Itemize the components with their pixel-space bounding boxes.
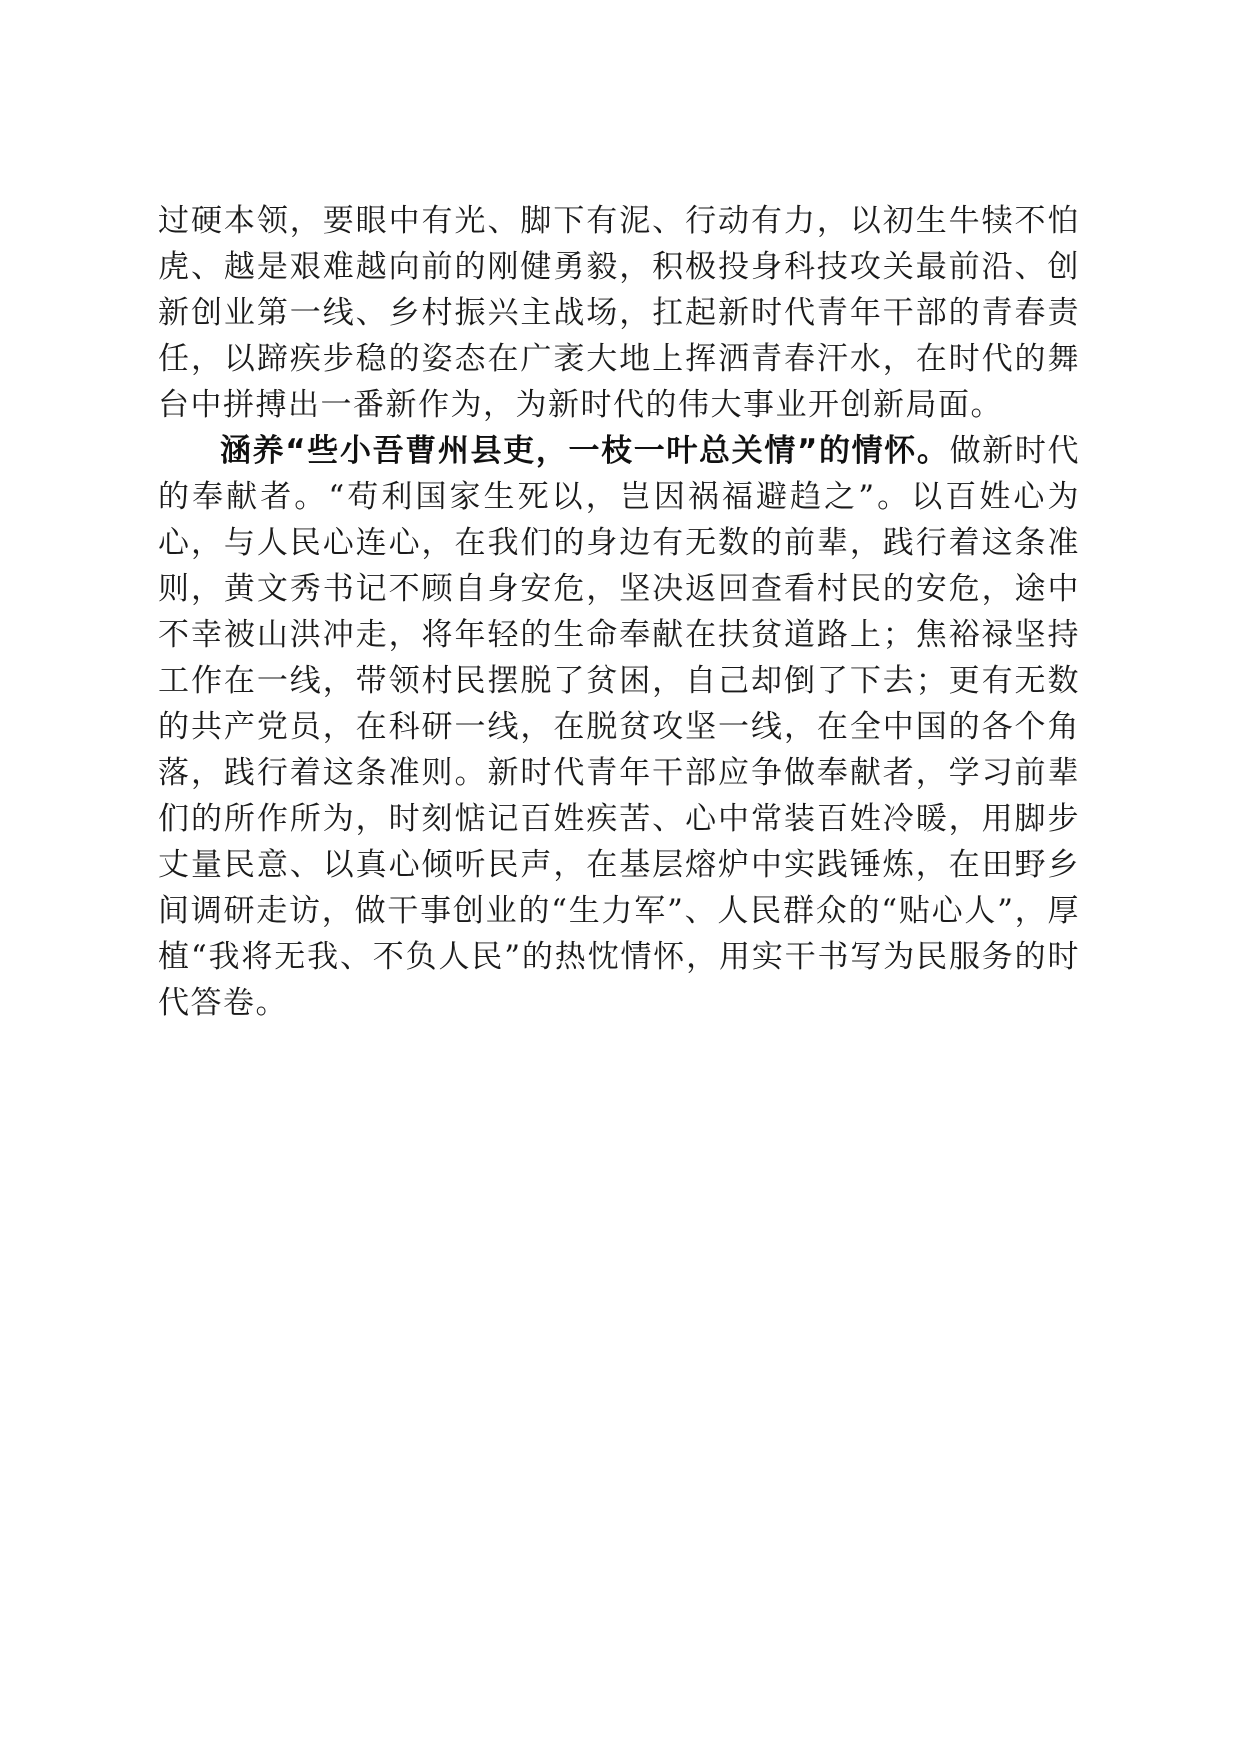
paragraph-text: 过硬本领，要眼中有光、脚下有泥、行动有力，以初生牛犊不怕虎、越是艰难越向前的刚健勇毅，积极投身科技攻关最前沿、创新创业第一线、乡村振兴主战场，扛起新时代青年干部的青春责任，以蹄疾步稳的姿态在广袤大地上挥洒青春汗水，在时代的舞台中拼搏出一番新作为，为新时代的伟大事业开创新局面。	[158, 203, 1080, 423]
paragraph-text: 做新时代的奉献者。“苟利国家生死以，岂因祸福避趋之”。以百姓心为心，与人民心连心，在我们的身边有无数的前辈，践行着这条准则，黄文秀书记不顾自身安危，坚决返回查看村民的安危，途中不幸被山洪冲走，将年轻的生命奉献在扶贫道路上；焦裕禄坚持工作在一线，带领村民摆脱了贫困，自己却倒了下去；更有无数的共产党员，在科研一线，在脱贫攻坚一线，在全中国的各个角落，践行着这条准则。新时代青年干部应争做奉献者，学习前辈们的所作所为，时刻惦记百姓疾苦、心中常装百姓冷暖，用脚步丈量民意、以真心倾听民声，在基层熔炉中实践锤炼，在田野乡间调研走访，做干事创业的“生力军”、人民群众的“贴心人”，厚植“我将无我、不负人民”的热忱情怀，用实干书写为民服务的时代答卷。	[158, 433, 1081, 1021]
document-body	[158, 198, 1080, 1026]
paragraph-continuation	[158, 198, 1080, 428]
paragraph-heading: 涵养“些小吾曹州县吏，一枝一叶总关情”的情怀。	[220, 433, 950, 469]
paragraph-dedication	[158, 428, 1080, 1026]
